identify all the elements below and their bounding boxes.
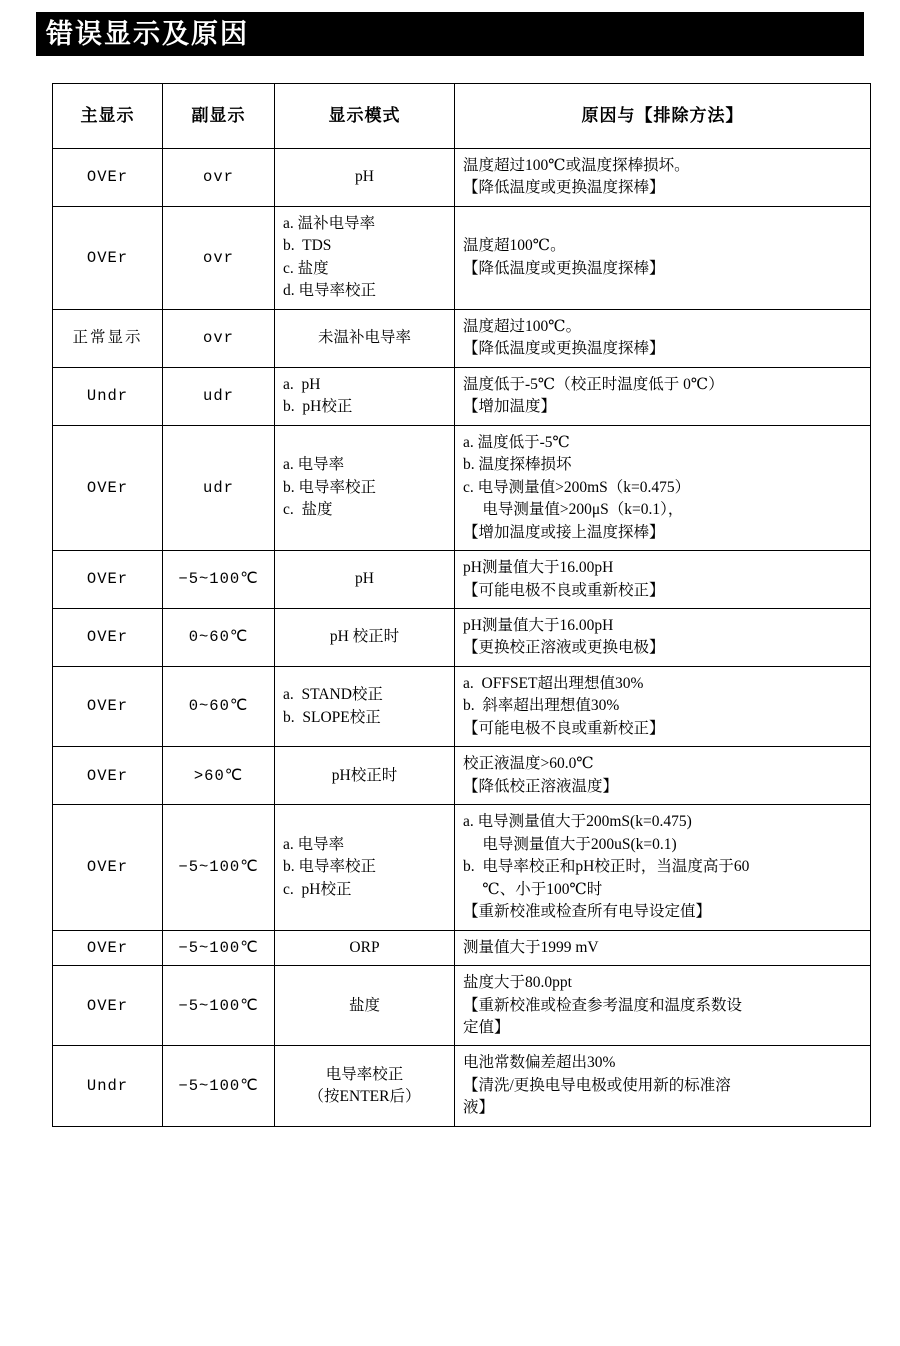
cell-reason bbox=[455, 805, 871, 930]
cell-main-display: OVEr bbox=[53, 966, 163, 1046]
reason-line: 【更换校正溶液或更换电极】 bbox=[463, 639, 665, 657]
reason-line: 温度超过100℃。 bbox=[463, 317, 582, 335]
cell-display-mode bbox=[275, 608, 455, 666]
reason-line: 电导测量值>200μS（k=0.1）， bbox=[463, 501, 684, 519]
table-row bbox=[53, 805, 871, 930]
cell-sub-display: −5~100℃ bbox=[163, 1046, 275, 1126]
reason-line: b. 电导率校正和pH校正时，当温度高于60 bbox=[463, 858, 750, 876]
reason-line: 【重新校准或检查所有电导设定值】 bbox=[463, 903, 712, 921]
mode-line: （按ENTER后） bbox=[308, 1088, 421, 1106]
cell-reason bbox=[455, 747, 871, 805]
mode-line: d. 电导率校正 bbox=[283, 282, 377, 300]
cell-reason bbox=[455, 608, 871, 666]
reason-line: 【增加温度或接上温度探棒】 bbox=[463, 523, 665, 541]
cell-main-display: OVEr bbox=[53, 551, 163, 609]
cell-display-mode bbox=[275, 551, 455, 609]
cell-sub-display: ovr bbox=[163, 309, 275, 367]
cell-main-display: OVEr bbox=[53, 930, 163, 965]
cell-main-display: Undr bbox=[53, 1046, 163, 1126]
table-row bbox=[53, 608, 871, 666]
page-title: 错误显示及原因 bbox=[46, 18, 249, 49]
mode-line: ORP bbox=[349, 938, 380, 956]
column-header-reason: 原因与【排除方法】 bbox=[455, 84, 871, 149]
reason-line: 温度低于-5℃（校正时温度低于 0℃） bbox=[463, 375, 724, 393]
mode-line: a. STAND校正 bbox=[283, 686, 383, 704]
reason-line: 定值】 bbox=[463, 1019, 510, 1036]
cell-main-display: OVEr bbox=[53, 747, 163, 805]
cell-sub-display: 0~60℃ bbox=[163, 608, 275, 666]
cell-display-mode bbox=[275, 309, 455, 367]
mode-line: a. pH bbox=[283, 375, 321, 393]
reason-line: pH测量值大于16.00pH bbox=[463, 559, 614, 577]
reason-line: 校正液温度>60.0℃ bbox=[463, 755, 594, 773]
reason-line: 【可能电极不良或重新校正】 bbox=[463, 581, 665, 599]
cell-display-mode bbox=[275, 930, 455, 965]
cell-main-display: OVEr bbox=[53, 805, 163, 930]
mode-line: c. pH校正 bbox=[283, 880, 352, 898]
reason-line: 液】 bbox=[463, 1099, 495, 1117]
cell-reason bbox=[455, 149, 871, 207]
reason-line: pH测量值大于16.00pH bbox=[463, 616, 614, 634]
reason-line: b. 斜率超出理想值30% bbox=[463, 697, 620, 715]
mode-line: pH校正时 bbox=[331, 766, 398, 784]
reason-line: 盐度大于80.0ppt bbox=[463, 974, 572, 992]
cell-sub-display: udr bbox=[163, 425, 275, 550]
cell-display-mode bbox=[275, 367, 455, 425]
table-header-row bbox=[53, 84, 871, 149]
table-row bbox=[53, 367, 871, 425]
cell-display-mode bbox=[275, 425, 455, 550]
reason-line: a. 温度低于-5℃ bbox=[463, 433, 570, 451]
cell-reason bbox=[455, 1046, 871, 1126]
mode-line: b. TDS bbox=[283, 237, 332, 255]
reason-line: 【降低温度或更换温度探棒】 bbox=[463, 259, 665, 277]
mode-line: c. 盐度 bbox=[283, 259, 329, 277]
table-row bbox=[53, 309, 871, 367]
cell-display-mode bbox=[275, 1046, 455, 1126]
reason-line: 温度超过100℃或温度探棒损坏。 bbox=[463, 157, 690, 174]
reason-line: a. OFFSET超出理想值30% bbox=[463, 674, 644, 692]
table-row bbox=[53, 666, 871, 746]
table-row bbox=[53, 1046, 871, 1126]
cell-main-display: OVEr bbox=[53, 149, 163, 207]
cell-display-mode bbox=[275, 966, 455, 1046]
column-header-sub-display: 副显示 bbox=[163, 84, 275, 149]
mode-line: pH 校正时 bbox=[329, 628, 400, 646]
reason-line: 【降低校正溶液温度】 bbox=[463, 777, 619, 795]
error-code-table bbox=[52, 83, 871, 1127]
reason-line: 【增加温度】 bbox=[463, 398, 557, 416]
cell-display-mode bbox=[275, 206, 455, 309]
mode-line: b. 电导率校正 bbox=[283, 858, 377, 876]
cell-reason bbox=[455, 551, 871, 609]
table-row bbox=[53, 930, 871, 965]
mode-line: b. SLOPE校正 bbox=[283, 708, 381, 726]
reason-line: 电导测量值大于200uS(k=0.1) bbox=[463, 835, 677, 853]
reason-line: 【降低温度或更换温度探棒】 bbox=[463, 340, 665, 358]
cell-main-display: 正常显示 bbox=[53, 309, 163, 367]
cell-sub-display: >60℃ bbox=[163, 747, 275, 805]
cell-reason bbox=[455, 367, 871, 425]
cell-sub-display: 0~60℃ bbox=[163, 666, 275, 746]
reason-line: 电池常数偏差超出30% bbox=[463, 1054, 616, 1072]
cell-sub-display: ovr bbox=[163, 149, 275, 207]
mode-line: 未温补电导率 bbox=[317, 329, 411, 347]
reason-line: 【降低温度或更换温度探棒】 bbox=[463, 179, 665, 197]
mode-line: a. 电导率 bbox=[283, 456, 345, 474]
mode-line: b. pH校正 bbox=[283, 398, 353, 416]
table-body bbox=[53, 149, 871, 1127]
table-header bbox=[53, 84, 871, 149]
reason-line: 【可能电极不良或重新校正】 bbox=[463, 719, 665, 737]
reason-line: b. 温度探棒损坏 bbox=[463, 456, 572, 474]
column-header-main-display: 主显示 bbox=[53, 84, 163, 149]
mode-line: c. 盐度 bbox=[283, 501, 333, 519]
cell-sub-display: udr bbox=[163, 367, 275, 425]
cell-reason bbox=[455, 425, 871, 550]
mode-line: 盐度 bbox=[348, 996, 380, 1014]
table-row bbox=[53, 966, 871, 1046]
cell-main-display: OVEr bbox=[53, 206, 163, 309]
mode-line: a. 电导率 bbox=[283, 835, 345, 853]
table-row bbox=[53, 551, 871, 609]
mode-line: b. 电导率校正 bbox=[283, 478, 377, 496]
cell-main-display: OVEr bbox=[53, 425, 163, 550]
cell-sub-display: ovr bbox=[163, 206, 275, 309]
cell-reason bbox=[455, 206, 871, 309]
reason-line: 测量值大于1999 mV bbox=[463, 938, 599, 956]
reason-line: a. 电导测量值大于200mS(k=0.475) bbox=[463, 813, 692, 831]
cell-reason bbox=[455, 930, 871, 965]
cell-display-mode bbox=[275, 149, 455, 207]
table-row bbox=[53, 149, 871, 207]
reason-line: 温度超100℃。 bbox=[463, 237, 566, 255]
mode-line: pH bbox=[355, 570, 374, 588]
cell-main-display: Undr bbox=[53, 367, 163, 425]
cell-main-display: OVEr bbox=[53, 666, 163, 746]
cell-reason bbox=[455, 966, 871, 1046]
cell-reason bbox=[455, 309, 871, 367]
column-header-display-mode: 显示模式 bbox=[275, 84, 455, 149]
table-row bbox=[53, 206, 871, 309]
cell-main-display: OVEr bbox=[53, 608, 163, 666]
reason-line: 【重新校准或检查参考温度和温度系数设 bbox=[463, 996, 743, 1014]
reason-line: ℃、小于100℃时 bbox=[463, 880, 603, 898]
cell-sub-display: −5~100℃ bbox=[163, 805, 275, 930]
reason-line: 【清洗/更换电导电极或使用新的标准溶 bbox=[463, 1076, 731, 1094]
mode-line: pH bbox=[355, 168, 374, 186]
cell-display-mode bbox=[275, 666, 455, 746]
cell-sub-display: −5~100℃ bbox=[163, 930, 275, 965]
cell-sub-display: −5~100℃ bbox=[163, 966, 275, 1046]
cell-display-mode bbox=[275, 805, 455, 930]
section-title-bar bbox=[36, 12, 864, 56]
table-row bbox=[53, 747, 871, 805]
mode-line: 电导率校正 bbox=[325, 1065, 404, 1083]
cell-sub-display: −5~100℃ bbox=[163, 551, 275, 609]
reason-line: c. 电导测量值>200mS（k=0.475） bbox=[463, 478, 691, 496]
cell-reason bbox=[455, 666, 871, 746]
table-row bbox=[53, 425, 871, 550]
mode-line: a. 温补电导率 bbox=[283, 214, 376, 232]
cell-display-mode bbox=[275, 747, 455, 805]
